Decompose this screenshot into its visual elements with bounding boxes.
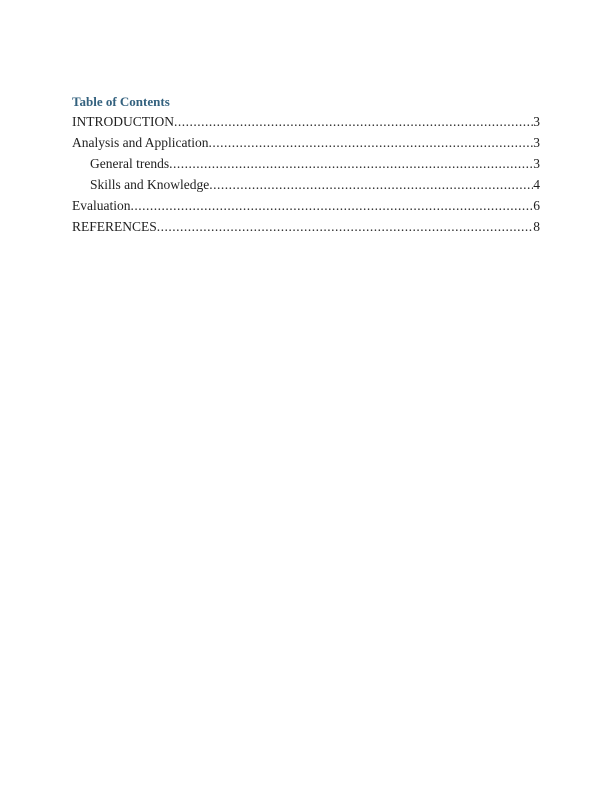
toc-entry-page-number: 4	[533, 177, 540, 192]
dot-leader	[209, 174, 533, 195]
dot-leader	[157, 216, 533, 237]
toc-entry-label: General trends	[90, 156, 170, 171]
toc-entry-analysis-and-application[interactable]	[72, 132, 540, 153]
toc-entry-page-number: 3	[533, 135, 540, 150]
toc-entry-label: INTRODUCTION	[72, 114, 174, 129]
toc-entry-label: REFERENCES	[72, 219, 157, 234]
dot-leader	[169, 153, 533, 174]
toc-section	[72, 95, 540, 237]
toc-entry-page-number: 6	[533, 198, 540, 213]
toc-entry-label: Skills and Knowledge	[90, 177, 210, 192]
toc-entry-page-number: 3	[533, 114, 540, 129]
toc-entry-evaluation[interactable]	[72, 195, 540, 216]
toc-entry-page-number: 8	[533, 219, 540, 234]
dot-leader	[130, 195, 533, 216]
toc-entry-references[interactable]	[72, 216, 540, 237]
toc-entry-introduction[interactable]	[72, 111, 540, 132]
dot-leader	[174, 111, 533, 132]
toc-entry-general-trends[interactable]	[72, 153, 540, 174]
toc-heading: Table of Contents	[72, 94, 170, 109]
toc-entry-page-number: 3	[533, 156, 540, 171]
toc-entry-label: Evaluation	[72, 198, 131, 213]
dot-leader	[208, 132, 533, 153]
toc-entry-label: Analysis and Application	[72, 135, 209, 150]
toc-list	[72, 111, 540, 237]
toc-entry-skills-and-knowledge[interactable]	[72, 174, 540, 195]
